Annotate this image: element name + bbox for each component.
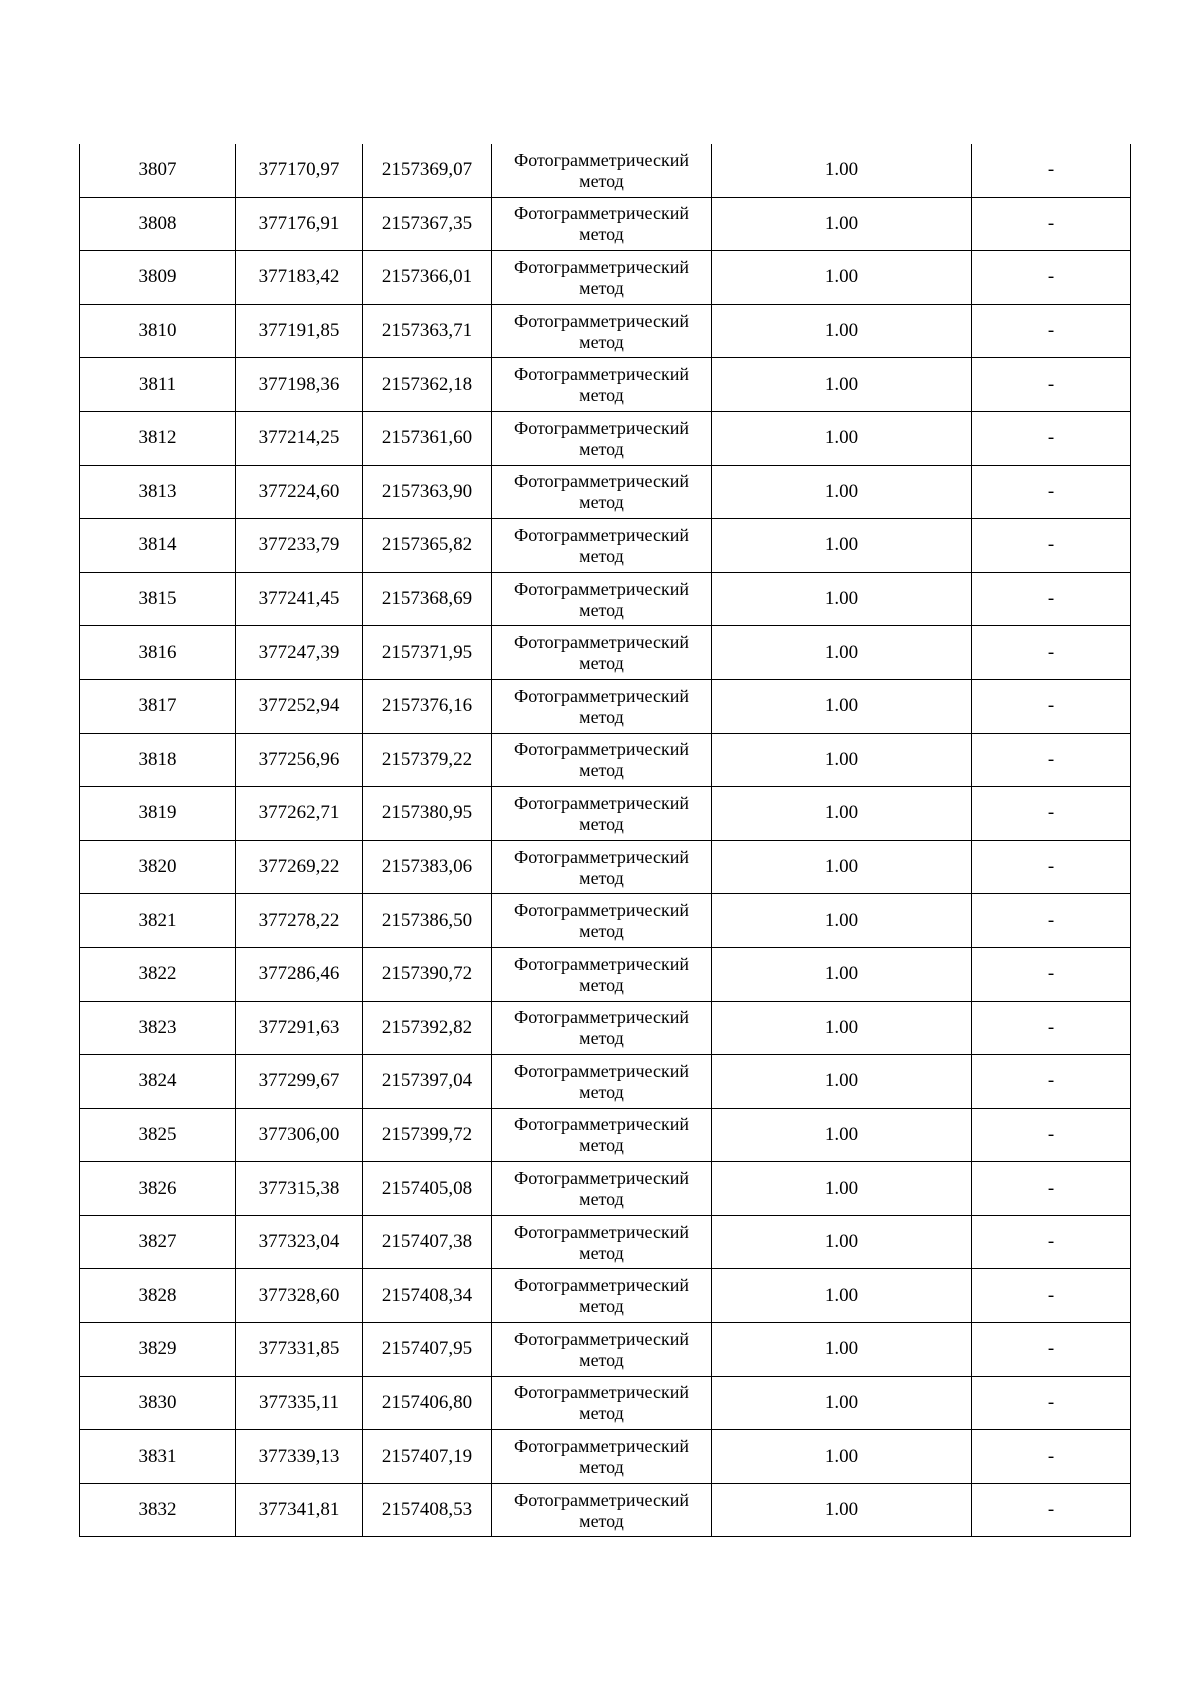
point-number-cell: 3812 bbox=[80, 411, 236, 465]
table-row bbox=[80, 411, 1131, 465]
point-number-cell: 3818 bbox=[80, 733, 236, 787]
method-line-1: Фотограмметрический bbox=[514, 1114, 689, 1135]
method-line-2: метод bbox=[579, 492, 624, 513]
y-coordinate-cell: 2157399,72 bbox=[363, 1108, 492, 1162]
method-line-1: Фотограмметрический bbox=[514, 1436, 689, 1457]
note-cell: - bbox=[972, 1376, 1131, 1430]
accuracy-cell: 1.00 bbox=[712, 1001, 972, 1055]
table-row bbox=[80, 1001, 1131, 1055]
x-coordinate-cell: 377198,36 bbox=[236, 358, 363, 412]
method-cell bbox=[492, 251, 712, 305]
point-number-cell: 3807 bbox=[80, 144, 236, 197]
y-coordinate-cell: 2157407,19 bbox=[363, 1430, 492, 1484]
y-coordinate-cell: 2157363,90 bbox=[363, 465, 492, 519]
table-row bbox=[80, 733, 1131, 787]
method-line-1: Фотограмметрический bbox=[514, 1060, 689, 1081]
note-cell: - bbox=[972, 1001, 1131, 1055]
point-number-cell: 3820 bbox=[80, 840, 236, 894]
method-line-2: метод bbox=[579, 545, 624, 566]
y-coordinate-cell: 2157390,72 bbox=[363, 947, 492, 1001]
method-cell bbox=[492, 304, 712, 358]
table-row bbox=[80, 1376, 1131, 1430]
method-cell bbox=[492, 411, 712, 465]
x-coordinate-cell: 377170,97 bbox=[236, 144, 363, 197]
method-line-1: Фотограмметрический bbox=[514, 310, 689, 331]
x-coordinate-cell: 377224,60 bbox=[236, 465, 363, 519]
point-number-cell: 3809 bbox=[80, 251, 236, 305]
method-cell bbox=[492, 519, 712, 573]
table-row bbox=[80, 1269, 1131, 1323]
method-line-1: Фотограмметрический bbox=[514, 739, 689, 760]
method-cell bbox=[492, 787, 712, 841]
method-cell bbox=[492, 947, 712, 1001]
accuracy-cell: 1.00 bbox=[712, 626, 972, 680]
table-row bbox=[80, 572, 1131, 626]
note-cell: - bbox=[972, 626, 1131, 680]
y-coordinate-cell: 2157408,53 bbox=[363, 1483, 492, 1537]
point-number-cell: 3825 bbox=[80, 1108, 236, 1162]
y-coordinate-cell: 2157397,04 bbox=[363, 1055, 492, 1109]
method-line-1: Фотограмметрический bbox=[514, 1221, 689, 1242]
table-row bbox=[80, 679, 1131, 733]
method-line-2: метод bbox=[579, 1189, 624, 1210]
accuracy-cell: 1.00 bbox=[712, 679, 972, 733]
note-cell: - bbox=[972, 947, 1131, 1001]
accuracy-cell: 1.00 bbox=[712, 411, 972, 465]
y-coordinate-cell: 2157380,95 bbox=[363, 787, 492, 841]
method-line-2: метод bbox=[579, 1028, 624, 1049]
x-coordinate-cell: 377315,38 bbox=[236, 1162, 363, 1216]
x-coordinate-cell: 377328,60 bbox=[236, 1269, 363, 1323]
note-cell: - bbox=[972, 251, 1131, 305]
y-coordinate-cell: 2157379,22 bbox=[363, 733, 492, 787]
accuracy-cell: 1.00 bbox=[712, 1483, 972, 1537]
x-coordinate-cell: 377183,42 bbox=[236, 251, 363, 305]
table-row bbox=[80, 144, 1131, 197]
method-line-2: метод bbox=[579, 813, 624, 834]
note-cell: - bbox=[972, 1215, 1131, 1269]
method-line-2: метод bbox=[579, 1349, 624, 1370]
accuracy-cell: 1.00 bbox=[712, 894, 972, 948]
point-number-cell: 3823 bbox=[80, 1001, 236, 1055]
y-coordinate-cell: 2157367,35 bbox=[363, 197, 492, 251]
note-cell: - bbox=[972, 304, 1131, 358]
method-line-2: метод bbox=[579, 1457, 624, 1478]
method-line-1: Фотограмметрический bbox=[514, 1328, 689, 1349]
table-row bbox=[80, 197, 1131, 251]
method-line-1: Фотограмметрический bbox=[514, 1382, 689, 1403]
method-cell bbox=[492, 1055, 712, 1109]
y-coordinate-cell: 2157363,71 bbox=[363, 304, 492, 358]
note-cell: - bbox=[972, 679, 1131, 733]
accuracy-cell: 1.00 bbox=[712, 787, 972, 841]
method-line-2: метод bbox=[579, 1242, 624, 1263]
method-cell bbox=[492, 144, 712, 197]
method-line-2: метод bbox=[579, 1135, 624, 1156]
accuracy-cell: 1.00 bbox=[712, 1376, 972, 1430]
note-cell: - bbox=[972, 1269, 1131, 1323]
table-row bbox=[80, 947, 1131, 1001]
method-line-1: Фотограмметрический bbox=[514, 846, 689, 867]
table-row bbox=[80, 840, 1131, 894]
accuracy-cell: 1.00 bbox=[712, 1055, 972, 1109]
table-row bbox=[80, 1430, 1131, 1484]
note-cell: - bbox=[972, 465, 1131, 519]
accuracy-cell: 1.00 bbox=[712, 465, 972, 519]
method-line-2: метод bbox=[579, 867, 624, 888]
method-line-1: Фотограмметрический bbox=[514, 203, 689, 224]
x-coordinate-cell: 377323,04 bbox=[236, 1215, 363, 1269]
y-coordinate-cell: 2157392,82 bbox=[363, 1001, 492, 1055]
accuracy-cell: 1.00 bbox=[712, 572, 972, 626]
x-coordinate-cell: 377241,45 bbox=[236, 572, 363, 626]
accuracy-cell: 1.00 bbox=[712, 304, 972, 358]
point-number-cell: 3815 bbox=[80, 572, 236, 626]
table-row bbox=[80, 1483, 1131, 1537]
accuracy-cell: 1.00 bbox=[712, 519, 972, 573]
accuracy-cell: 1.00 bbox=[712, 197, 972, 251]
x-coordinate-cell: 377256,96 bbox=[236, 733, 363, 787]
x-coordinate-cell: 377335,11 bbox=[236, 1376, 363, 1430]
method-line-2: метод bbox=[579, 760, 624, 781]
y-coordinate-cell: 2157407,38 bbox=[363, 1215, 492, 1269]
point-number-cell: 3810 bbox=[80, 304, 236, 358]
point-number-cell: 3821 bbox=[80, 894, 236, 948]
table-row bbox=[80, 251, 1131, 305]
y-coordinate-cell: 2157386,50 bbox=[363, 894, 492, 948]
point-number-cell: 3826 bbox=[80, 1162, 236, 1216]
method-cell bbox=[492, 679, 712, 733]
table-row bbox=[80, 626, 1131, 680]
x-coordinate-cell: 377291,63 bbox=[236, 1001, 363, 1055]
method-line-2: метод bbox=[579, 170, 624, 191]
method-line-1: Фотограмметрический bbox=[514, 149, 689, 170]
method-line-1: Фотограмметрический bbox=[514, 256, 689, 277]
method-line-2: метод bbox=[579, 653, 624, 674]
x-coordinate-cell: 377252,94 bbox=[236, 679, 363, 733]
method-cell bbox=[492, 840, 712, 894]
note-cell: - bbox=[972, 787, 1131, 841]
accuracy-cell: 1.00 bbox=[712, 947, 972, 1001]
method-line-1: Фотограмметрический bbox=[514, 471, 689, 492]
method-line-2: метод bbox=[579, 277, 624, 298]
point-number-cell: 3814 bbox=[80, 519, 236, 573]
method-line-2: метод bbox=[579, 921, 624, 942]
accuracy-cell: 1.00 bbox=[712, 251, 972, 305]
y-coordinate-cell: 2157365,82 bbox=[363, 519, 492, 573]
note-cell: - bbox=[972, 358, 1131, 412]
x-coordinate-cell: 377176,91 bbox=[236, 197, 363, 251]
note-cell: - bbox=[972, 1108, 1131, 1162]
coordinates-table bbox=[79, 144, 1131, 1537]
method-cell bbox=[492, 1001, 712, 1055]
method-cell bbox=[492, 733, 712, 787]
method-line-2: метод bbox=[579, 1081, 624, 1102]
note-cell: - bbox=[972, 1483, 1131, 1537]
method-line-2: метод bbox=[579, 331, 624, 352]
x-coordinate-cell: 377299,67 bbox=[236, 1055, 363, 1109]
table-row bbox=[80, 1215, 1131, 1269]
point-number-cell: 3830 bbox=[80, 1376, 236, 1430]
point-number-cell: 3813 bbox=[80, 465, 236, 519]
table-row bbox=[80, 1323, 1131, 1377]
method-line-1: Фотограмметрический bbox=[514, 900, 689, 921]
accuracy-cell: 1.00 bbox=[712, 1269, 972, 1323]
note-cell: - bbox=[972, 894, 1131, 948]
table-row bbox=[80, 1055, 1131, 1109]
method-line-2: метод bbox=[579, 224, 624, 245]
x-coordinate-cell: 377341,81 bbox=[236, 1483, 363, 1537]
note-cell: - bbox=[972, 1430, 1131, 1484]
method-cell bbox=[492, 1323, 712, 1377]
accuracy-cell: 1.00 bbox=[712, 1162, 972, 1216]
x-coordinate-cell: 377269,22 bbox=[236, 840, 363, 894]
method-cell bbox=[492, 1269, 712, 1323]
accuracy-cell: 1.00 bbox=[712, 1215, 972, 1269]
accuracy-cell: 1.00 bbox=[712, 1108, 972, 1162]
table-row bbox=[80, 1162, 1131, 1216]
y-coordinate-cell: 2157383,06 bbox=[363, 840, 492, 894]
point-number-cell: 3819 bbox=[80, 787, 236, 841]
table-row bbox=[80, 358, 1131, 412]
method-line-2: метод bbox=[579, 974, 624, 995]
note-cell: - bbox=[972, 1323, 1131, 1377]
y-coordinate-cell: 2157361,60 bbox=[363, 411, 492, 465]
y-coordinate-cell: 2157376,16 bbox=[363, 679, 492, 733]
note-cell: - bbox=[972, 197, 1131, 251]
table-row bbox=[80, 519, 1131, 573]
method-line-2: метод bbox=[579, 706, 624, 727]
y-coordinate-cell: 2157366,01 bbox=[363, 251, 492, 305]
y-coordinate-cell: 2157406,80 bbox=[363, 1376, 492, 1430]
method-line-1: Фотограмметрический bbox=[514, 578, 689, 599]
method-line-1: Фотограмметрический bbox=[514, 1489, 689, 1510]
y-coordinate-cell: 2157407,95 bbox=[363, 1323, 492, 1377]
table-row bbox=[80, 1108, 1131, 1162]
method-cell bbox=[492, 894, 712, 948]
method-cell bbox=[492, 1483, 712, 1537]
point-number-cell: 3824 bbox=[80, 1055, 236, 1109]
method-line-1: Фотограмметрический bbox=[514, 364, 689, 385]
x-coordinate-cell: 377262,71 bbox=[236, 787, 363, 841]
y-coordinate-cell: 2157362,18 bbox=[363, 358, 492, 412]
method-line-1: Фотограмметрический bbox=[514, 417, 689, 438]
method-cell bbox=[492, 1108, 712, 1162]
method-cell bbox=[492, 1430, 712, 1484]
method-cell bbox=[492, 572, 712, 626]
method-cell bbox=[492, 626, 712, 680]
x-coordinate-cell: 377331,85 bbox=[236, 1323, 363, 1377]
point-number-cell: 3816 bbox=[80, 626, 236, 680]
y-coordinate-cell: 2157369,07 bbox=[363, 144, 492, 197]
method-cell bbox=[492, 465, 712, 519]
method-line-1: Фотограмметрический bbox=[514, 1275, 689, 1296]
x-coordinate-cell: 377286,46 bbox=[236, 947, 363, 1001]
accuracy-cell: 1.00 bbox=[712, 840, 972, 894]
method-line-2: метод bbox=[579, 385, 624, 406]
point-number-cell: 3829 bbox=[80, 1323, 236, 1377]
table-row bbox=[80, 787, 1131, 841]
method-line-1: Фотограмметрический bbox=[514, 632, 689, 653]
table-row bbox=[80, 465, 1131, 519]
method-line-2: метод bbox=[579, 1403, 624, 1424]
x-coordinate-cell: 377191,85 bbox=[236, 304, 363, 358]
note-cell: - bbox=[972, 1162, 1131, 1216]
method-cell bbox=[492, 1162, 712, 1216]
method-line-1: Фотограмметрический bbox=[514, 953, 689, 974]
point-number-cell: 3808 bbox=[80, 197, 236, 251]
method-cell bbox=[492, 197, 712, 251]
note-cell: - bbox=[972, 144, 1131, 197]
point-number-cell: 3817 bbox=[80, 679, 236, 733]
y-coordinate-cell: 2157405,08 bbox=[363, 1162, 492, 1216]
x-coordinate-cell: 377247,39 bbox=[236, 626, 363, 680]
accuracy-cell: 1.00 bbox=[712, 733, 972, 787]
x-coordinate-cell: 377306,00 bbox=[236, 1108, 363, 1162]
method-cell bbox=[492, 1215, 712, 1269]
point-number-cell: 3831 bbox=[80, 1430, 236, 1484]
method-line-1: Фотограмметрический bbox=[514, 1168, 689, 1189]
point-number-cell: 3827 bbox=[80, 1215, 236, 1269]
accuracy-cell: 1.00 bbox=[712, 1430, 972, 1484]
point-number-cell: 3828 bbox=[80, 1269, 236, 1323]
note-cell: - bbox=[972, 1055, 1131, 1109]
accuracy-cell: 1.00 bbox=[712, 144, 972, 197]
coordinates-table-body bbox=[80, 144, 1131, 1537]
y-coordinate-cell: 2157408,34 bbox=[363, 1269, 492, 1323]
table-row bbox=[80, 304, 1131, 358]
method-cell bbox=[492, 358, 712, 412]
note-cell: - bbox=[972, 572, 1131, 626]
method-line-2: метод bbox=[579, 1296, 624, 1317]
method-line-1: Фотограмметрический bbox=[514, 792, 689, 813]
method-cell bbox=[492, 1376, 712, 1430]
y-coordinate-cell: 2157368,69 bbox=[363, 572, 492, 626]
method-line-1: Фотограмметрический bbox=[514, 685, 689, 706]
method-line-2: метод bbox=[579, 438, 624, 459]
point-number-cell: 3822 bbox=[80, 947, 236, 1001]
method-line-1: Фотограмметрический bbox=[514, 524, 689, 545]
method-line-2: метод bbox=[579, 1510, 624, 1531]
note-cell: - bbox=[972, 733, 1131, 787]
point-number-cell: 3811 bbox=[80, 358, 236, 412]
note-cell: - bbox=[972, 411, 1131, 465]
point-number-cell: 3832 bbox=[80, 1483, 236, 1537]
x-coordinate-cell: 377339,13 bbox=[236, 1430, 363, 1484]
x-coordinate-cell: 377278,22 bbox=[236, 894, 363, 948]
y-coordinate-cell: 2157371,95 bbox=[363, 626, 492, 680]
note-cell: - bbox=[972, 519, 1131, 573]
accuracy-cell: 1.00 bbox=[712, 358, 972, 412]
x-coordinate-cell: 377233,79 bbox=[236, 519, 363, 573]
accuracy-cell: 1.00 bbox=[712, 1323, 972, 1377]
method-line-2: метод bbox=[579, 599, 624, 620]
note-cell: - bbox=[972, 840, 1131, 894]
x-coordinate-cell: 377214,25 bbox=[236, 411, 363, 465]
method-line-1: Фотограмметрический bbox=[514, 1007, 689, 1028]
table-row bbox=[80, 894, 1131, 948]
